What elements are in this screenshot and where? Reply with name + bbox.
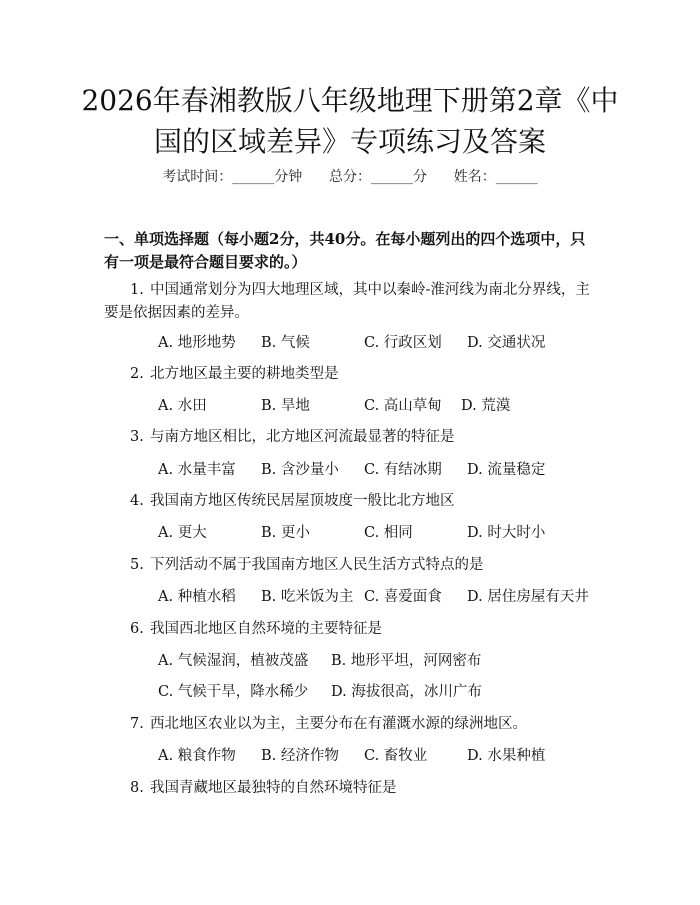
question-text: 与南方地区相比，北方地区河流最显著的特征是: [150, 429, 455, 445]
q5-option-a: A. 种植水稻: [158, 589, 236, 605]
question-1: [104, 279, 594, 325]
question-text: 北方地区最主要的耕地类型是: [150, 366, 339, 382]
question-2: [104, 363, 594, 386]
q2-option-b: B. 旱地: [261, 398, 310, 414]
title-line-2: 国的区域差异》专项练习及答案: [153, 125, 546, 158]
question-number: 4.: [130, 493, 144, 509]
q1-option-a: A. 地形地势: [158, 335, 236, 351]
q3-option-a: A. 水量丰富: [158, 462, 236, 478]
q7-option-b: B. 经济作物: [261, 748, 339, 764]
q2-option-a: A. 水田: [158, 398, 207, 414]
question-text: 西北地区农业以为主，主要分布在有灌溉水源的绿洲地区。: [150, 716, 527, 732]
q6-option-c: C. 气候干旱，降水稀少: [158, 684, 309, 700]
q6-option-b: B. 地形平坦，河网密布: [331, 653, 482, 669]
q5-option-b: B. 吃米饭为主: [261, 589, 354, 605]
q5-option-d: D. 居住房屋有天井: [467, 589, 589, 605]
question-6: [104, 618, 594, 641]
question-number: 7.: [130, 716, 144, 732]
q5-option-c: C. 喜爱面食: [364, 589, 442, 605]
question-3: [104, 426, 594, 449]
question-text: 我国青藏地区最独特的自然环境特征是: [150, 780, 397, 796]
question-text: 我国南方地区传统民居屋顶坡度一般比北方地区: [150, 493, 455, 509]
question-number: 6.: [130, 621, 144, 637]
q4-option-d: D. 时大时小: [467, 525, 546, 541]
question-8: [104, 777, 594, 800]
name-label: 姓名：______: [453, 169, 538, 185]
question-7: [104, 713, 594, 736]
q1-option-d: D. 交通状况: [467, 335, 546, 351]
question-text: 中国通常划分为四大地理区域，其中以秦岭-淮河线为南北分界线，主要是依据因素的差异。: [104, 282, 590, 321]
q1-option-b: B. 气候: [261, 335, 310, 351]
q1-option-c: C. 行政区划: [364, 335, 442, 351]
question-4: [104, 490, 594, 513]
q7-option-a: A. 粮食作物: [158, 748, 236, 764]
q4-option-a: A. 更大: [158, 525, 207, 541]
q3-option-b: B. 含沙量小: [261, 462, 339, 478]
q7-option-c: C. 畜牧业: [364, 748, 428, 764]
q2-option-d: D. 荒漠: [461, 398, 511, 414]
total-score-label: 总分：______分: [329, 169, 427, 185]
q3-option-c: C. 有结冰期: [364, 462, 442, 478]
q6-option-d: D. 海拔很高，冰川广布: [331, 684, 482, 700]
question-number: 2.: [130, 366, 144, 382]
q4-option-b: B. 更小: [261, 525, 310, 541]
question-number: 1.: [130, 282, 144, 298]
q6-option-a: A. 气候湿润，植被茂盛: [158, 653, 309, 669]
q7-option-d: D. 水果种植: [467, 748, 546, 764]
question-number: 5.: [130, 557, 144, 573]
q4-option-c: C. 相同: [364, 525, 413, 541]
question-5: [104, 554, 594, 577]
question-text: 我国西北地区自然环境的主要特征是: [150, 621, 382, 637]
exam-time-label: 考试时间：______分钟: [162, 169, 303, 185]
section-heading: 一、单项选择题（每小题2分，共40分。在每小题列出的四个选项中，只有一项是最符合题目要求的。）: [104, 230, 586, 271]
question-number: 8.: [130, 780, 144, 796]
question-text: 下列活动不属于我国南方地区人民生活方式特点的是: [150, 557, 484, 573]
title-line-1: 2026年春湘教版八年级地理下册第2章《中: [81, 84, 619, 117]
exam-meta: [0, 168, 700, 186]
question-number: 3.: [130, 429, 144, 445]
q3-option-d: D. 流量稳定: [467, 462, 546, 478]
q2-option-c: C. 高山草甸: [364, 398, 442, 414]
